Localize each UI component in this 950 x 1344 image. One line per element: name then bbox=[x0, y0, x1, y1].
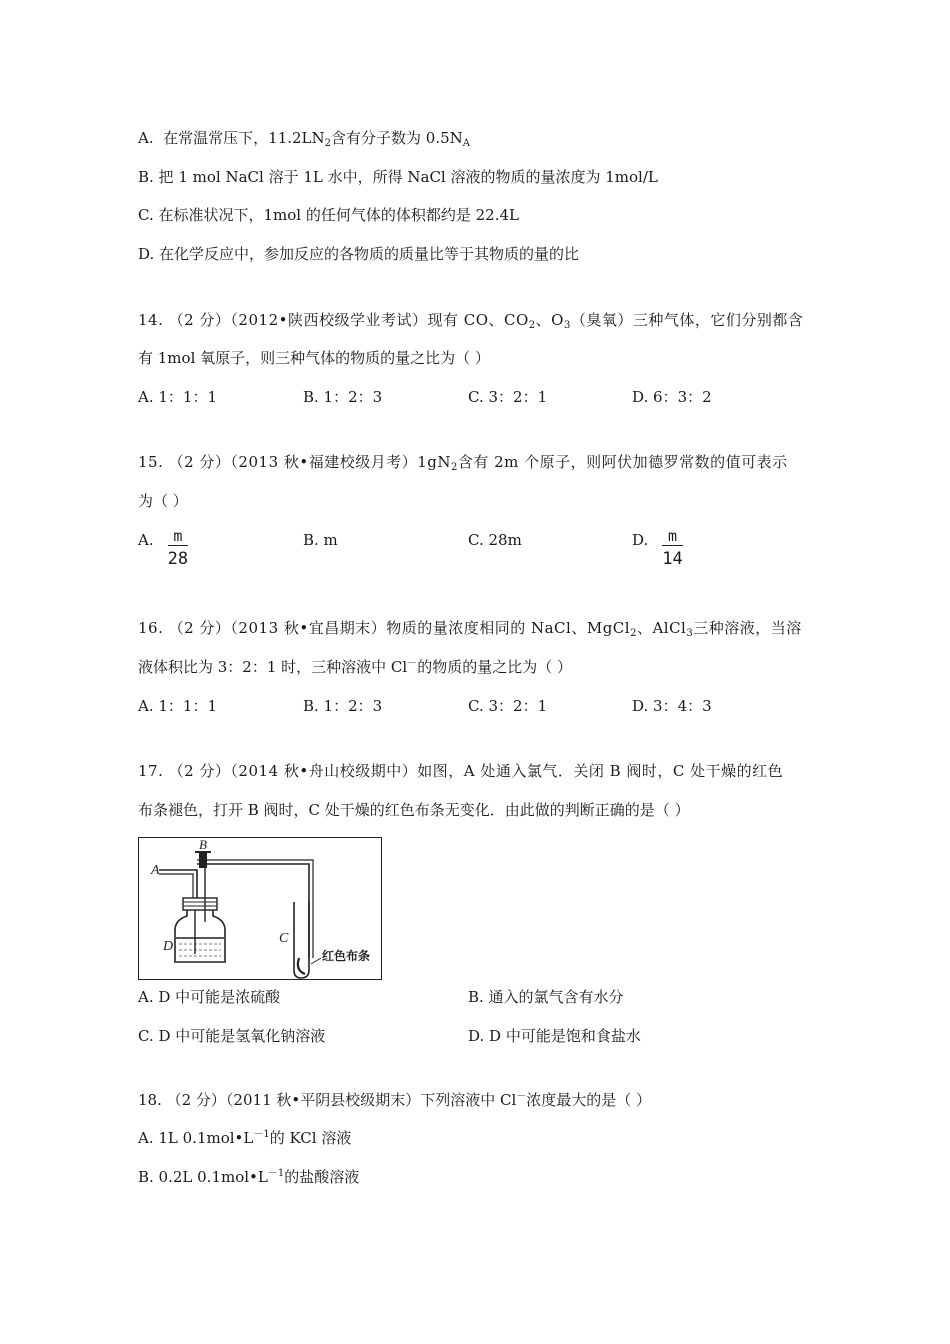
q16-option-d: D. 3：4：3 bbox=[632, 697, 712, 715]
q13-option-c: C. 在标准状况下，1mol 的任何气体的体积都约是 22.4L bbox=[138, 206, 519, 224]
q15-stem-line1: 15. （2 分）（2013 秋•福建校级月考）$1gN_2$含有 2m 个原子，则阿伏加德罗常数的值可表示 bbox=[138, 453, 788, 473]
q17-stem-line2: 布条褪色，打开 B 阀时，C 处干燥的红色布条无变化．由此做的判断正确的是（ ） bbox=[138, 801, 690, 819]
q16-option-a: A. 1：1：1 bbox=[138, 697, 217, 715]
q13-option-b: B. 把 1 mol NaCl 溶于 1L 水中，所得 NaCl 溶液的物质的量浓度为 1mol/L bbox=[138, 168, 658, 186]
q17-option-a: A. D 中可能是浓硫酸 bbox=[138, 988, 281, 1006]
q15-option-d: D. $\frac{m}{14}$ bbox=[632, 527, 683, 569]
q14-option-d: D. 6：3：2 bbox=[632, 388, 712, 406]
q16-stem-line1: 16. （2 分）（2013 秋•宜昌期末）物质的量浓度相同的 NaCl、MgCl$_2$、AlCl$_3$三种溶液，当溶 bbox=[138, 619, 802, 639]
q18-option-b: B. 0.2L $0.1mol•L^{-1}$的盐酸溶液 bbox=[138, 1168, 360, 1186]
q15-option-c: C. 28m bbox=[468, 531, 522, 549]
red-cloth-strip bbox=[298, 958, 305, 974]
fraction-m-over-28: $\frac{m}{28}$ bbox=[167, 527, 189, 569]
q17-option-b: B. 通入的氯气含有水分 bbox=[468, 988, 624, 1006]
wash-bottle-d bbox=[175, 910, 225, 962]
label-red-strip: 红色布条 bbox=[322, 949, 371, 963]
apparatus-diagram bbox=[138, 837, 382, 980]
q14-option-b: B. 1：2：3 bbox=[303, 388, 383, 406]
q17-option-c: C. D 中可能是氢氧化钠溶液 bbox=[138, 1027, 326, 1045]
fraction-m-over-14: $\frac{m}{14}$ bbox=[662, 527, 683, 569]
label-a: A bbox=[151, 863, 160, 878]
q14-stem-line1: 14. （2 分）（2012•陕西校级学业考试）现有 CO、$CO_2$、$O_3$（臭氧）三种气体，它们分别都含 bbox=[138, 311, 804, 331]
q15-option-b: B. m bbox=[303, 531, 338, 549]
q17-option-d: D. D 中可能是饱和食盐水 bbox=[468, 1027, 641, 1045]
label-b: B bbox=[199, 838, 207, 852]
q17-stem-line1: 17. （2 分）（2014 秋•舟山校级期中）如图，A 处通入氯气．关闭 B 阀时，C 处干燥的红色 bbox=[138, 762, 784, 780]
q15-option-a: A. $\frac{m}{28}$ bbox=[138, 527, 189, 569]
q14-option-a: A. 1：1：1 bbox=[138, 388, 217, 406]
label-c: C bbox=[279, 931, 289, 946]
valve-b bbox=[199, 852, 207, 868]
q16-stem-line2: 液体积比为 3：2：1 时，三种溶液中 Cl－的物质的量之比为（ ） bbox=[138, 658, 572, 676]
q18-stem: 18. （2 分）（2011 秋•平阴县校级期末）下列溶液中 Cl－浓度最大的是（ ） bbox=[138, 1091, 652, 1109]
q16-option-c: C. 3：2：1 bbox=[468, 697, 548, 715]
q13-option-d: D. 在化学反应中，参加反应的各物质的质量比等于其物质的量的比 bbox=[138, 245, 580, 263]
label-d: D bbox=[163, 939, 174, 954]
q16-option-b: B. 1：2：3 bbox=[303, 697, 383, 715]
q13-option-a: A. 在常温常压下，$11.2LN_2$含有分子数为 $0.5N_A$ bbox=[138, 129, 471, 149]
bottle-stopper bbox=[183, 898, 217, 910]
test-tube-c bbox=[294, 902, 309, 978]
q15-stem-line2: 为（ ） bbox=[138, 492, 188, 510]
q14-option-c: C. 3：2：1 bbox=[468, 388, 548, 406]
q18-option-a: A. 1L $0.1mol•L^{-1}$的 KCl 溶液 bbox=[138, 1129, 352, 1147]
q14-stem-line2: 有 1mol 氧原子，则三种气体的物质的量之比为（ ） bbox=[138, 349, 490, 367]
